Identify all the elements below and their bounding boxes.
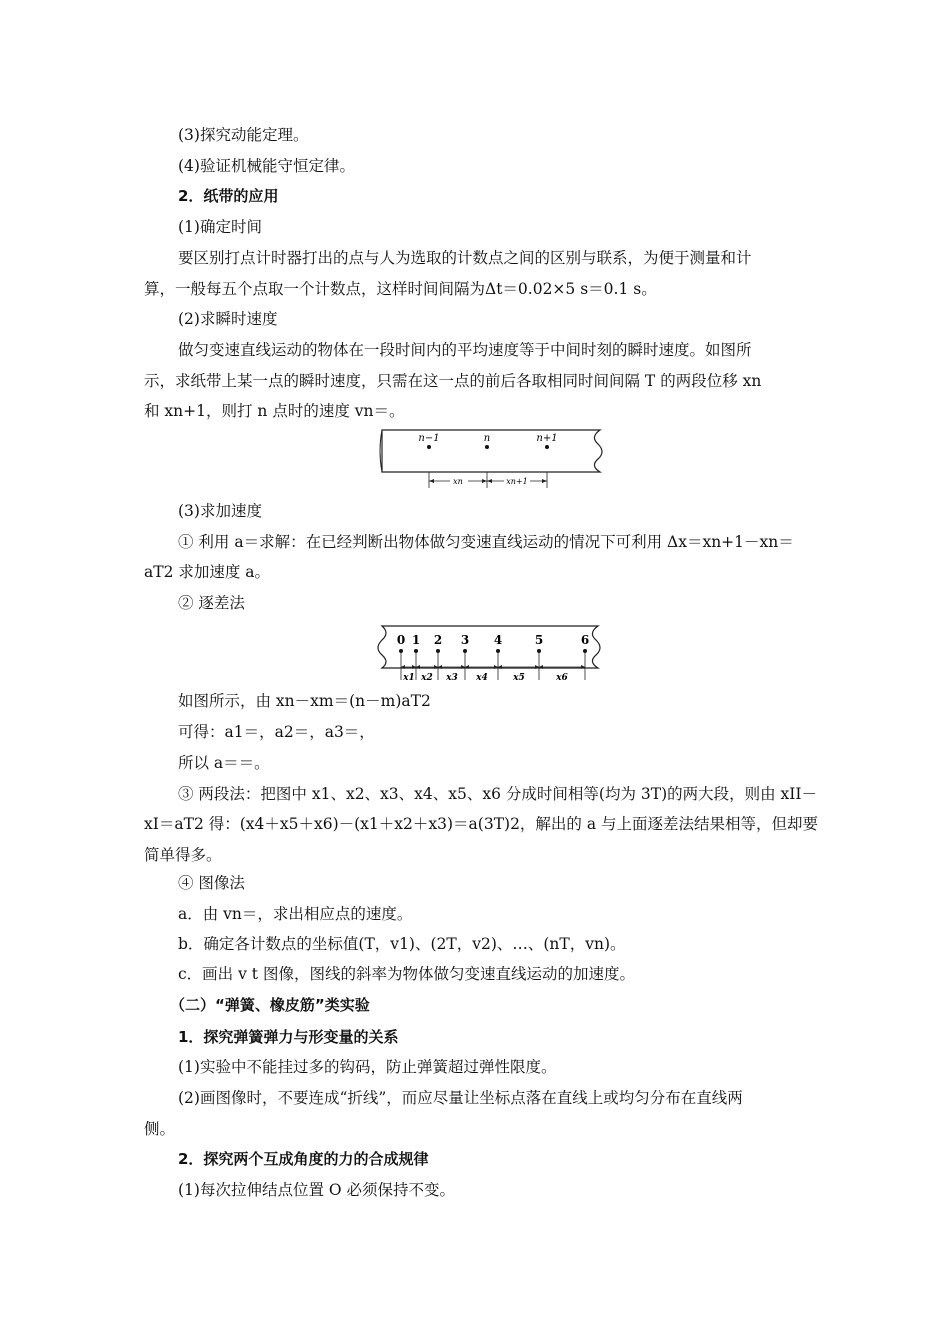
point-label-2: 2 — [433, 633, 443, 647]
text-line-l04: (1)确定时间 — [178, 218, 262, 236]
section-heading-l25: （二）“弹簧、橡皮筋”类实验 — [170, 996, 370, 1014]
point-label-6: 6 — [580, 633, 590, 647]
text-line-l31: (1)每次拉伸结点位置 O 必须保持不变。 — [178, 1181, 456, 1199]
text-line-l24: c．画出 v t 图像，图线的斜率为物体做匀变速直线运动的加速度。 — [178, 965, 635, 983]
section-heading-l26: 1．探究弹簧弹力与形变量的关系 — [178, 1028, 399, 1046]
point-label-n-minus-1: n−1 — [418, 433, 440, 444]
point-label-5: 5 — [534, 633, 544, 647]
text-line-l29: 侧。 — [144, 1120, 176, 1138]
segment-label-xn: xn — [453, 477, 463, 486]
point-label-3: 3 — [460, 633, 470, 647]
segment-label-xn-plus-1: xn+1 — [506, 477, 528, 486]
text-line-l11: (3)求加速度 — [178, 502, 262, 520]
text-line-l17: 所以 a＝＝。 — [178, 754, 270, 772]
point-label-0: 0 — [396, 633, 406, 647]
segment-label-x5: x5 — [513, 673, 525, 683]
text-line-l10: 和 xn+1，则打 n 点时的速度 vn＝。 — [144, 402, 405, 420]
tape-dot — [427, 445, 431, 449]
section-heading-l03: 2．纸带的应用 — [178, 187, 279, 205]
text-line-l15: 如图所示，由 xn－xm＝(n－m)aT2 — [178, 692, 431, 710]
text-line-l21: ④ 图像法 — [178, 874, 245, 892]
section-heading-l30: 2．探究两个互成角度的力的合成规律 — [178, 1150, 429, 1168]
text-line-l23: b．确定各计数点的坐标值(T，v1)、(2T，v2)、…、(nT，vn)。 — [178, 935, 626, 953]
segment-label-x6: x6 — [556, 673, 568, 683]
point-label-n-plus-1: n+1 — [536, 433, 558, 444]
point-label-n: n — [483, 433, 491, 444]
text-line-l08: 做匀变速直线运动的物体在一段时间内的平均速度等于中间时刻的瞬时速度。如图所 — [178, 341, 752, 359]
segment-label-x3: x3 — [446, 673, 458, 683]
text-line-l09: 示，求纸带上某一点的瞬时速度，只需在这一点的前后各取相同时间间隔 T 的两段位移 xn — [144, 372, 762, 390]
text-line-l19: xI＝aT2 得：(x4＋x5＋x6)－(x1＋x2＋x3)＝a(3T)2，解出的 a 与上面逐差法结果相等，但却要 — [144, 815, 819, 833]
text-line-l01: (3)探究动能定理。 — [178, 126, 309, 144]
text-line-l12: ① 利用 a＝求解：在已经判断出物体做匀变速直线运动的情况下可利用 Δx＝xn+1－xn＝ — [178, 533, 794, 551]
text-line-l07: (2)求瞬时速度 — [178, 310, 278, 328]
segment-label-x2: x2 — [421, 673, 433, 683]
text-line-l22: a．由 vn＝，求出相应点的速度。 — [178, 905, 413, 923]
text-line-l05: 要区别打点计时器打出的点与人为选取的计数点之间的区别与联系，为便于测量和计 — [178, 249, 752, 267]
tape-dot — [485, 445, 489, 449]
text-line-l13: aT2 求加速度 a。 — [144, 563, 271, 581]
point-label-4: 4 — [493, 633, 503, 647]
tape-figure-1 — [376, 426, 606, 496]
text-line-l14: ② 逐差法 — [178, 594, 245, 612]
segment-label-x4: x4 — [476, 673, 488, 683]
text-line-l27: (1)实验中不能挂过多的钩码，防止弹簧超过弹性限度。 — [178, 1058, 557, 1076]
text-line-l02: (4)验证机械能守恒定律。 — [178, 157, 355, 175]
text-line-l28: (2)画图像时，不要连成“折线”，而应尽量让坐标点落在直线上或均匀分布在直线两 — [178, 1089, 743, 1107]
text-line-l16: 可得：a1＝，a2＝，a3＝， — [178, 723, 375, 741]
text-line-l06: 算，一般每五个点取一个计数点，这样时间间隔为Δt＝0.02×5 s＝0.1 s。 — [144, 280, 657, 298]
tape-figure-2 — [376, 620, 606, 686]
text-line-l18: ③ 两段法：把图中 x1、x2、x3、x4、x5、x6 分成时间相等(均为 3T)的两大段，则由 xII－ — [178, 785, 818, 803]
tape-dot — [545, 445, 549, 449]
point-label-1: 1 — [411, 633, 421, 647]
segment-label-x1: x1 — [403, 673, 415, 683]
text-line-l20: 简单得多。 — [144, 846, 222, 864]
